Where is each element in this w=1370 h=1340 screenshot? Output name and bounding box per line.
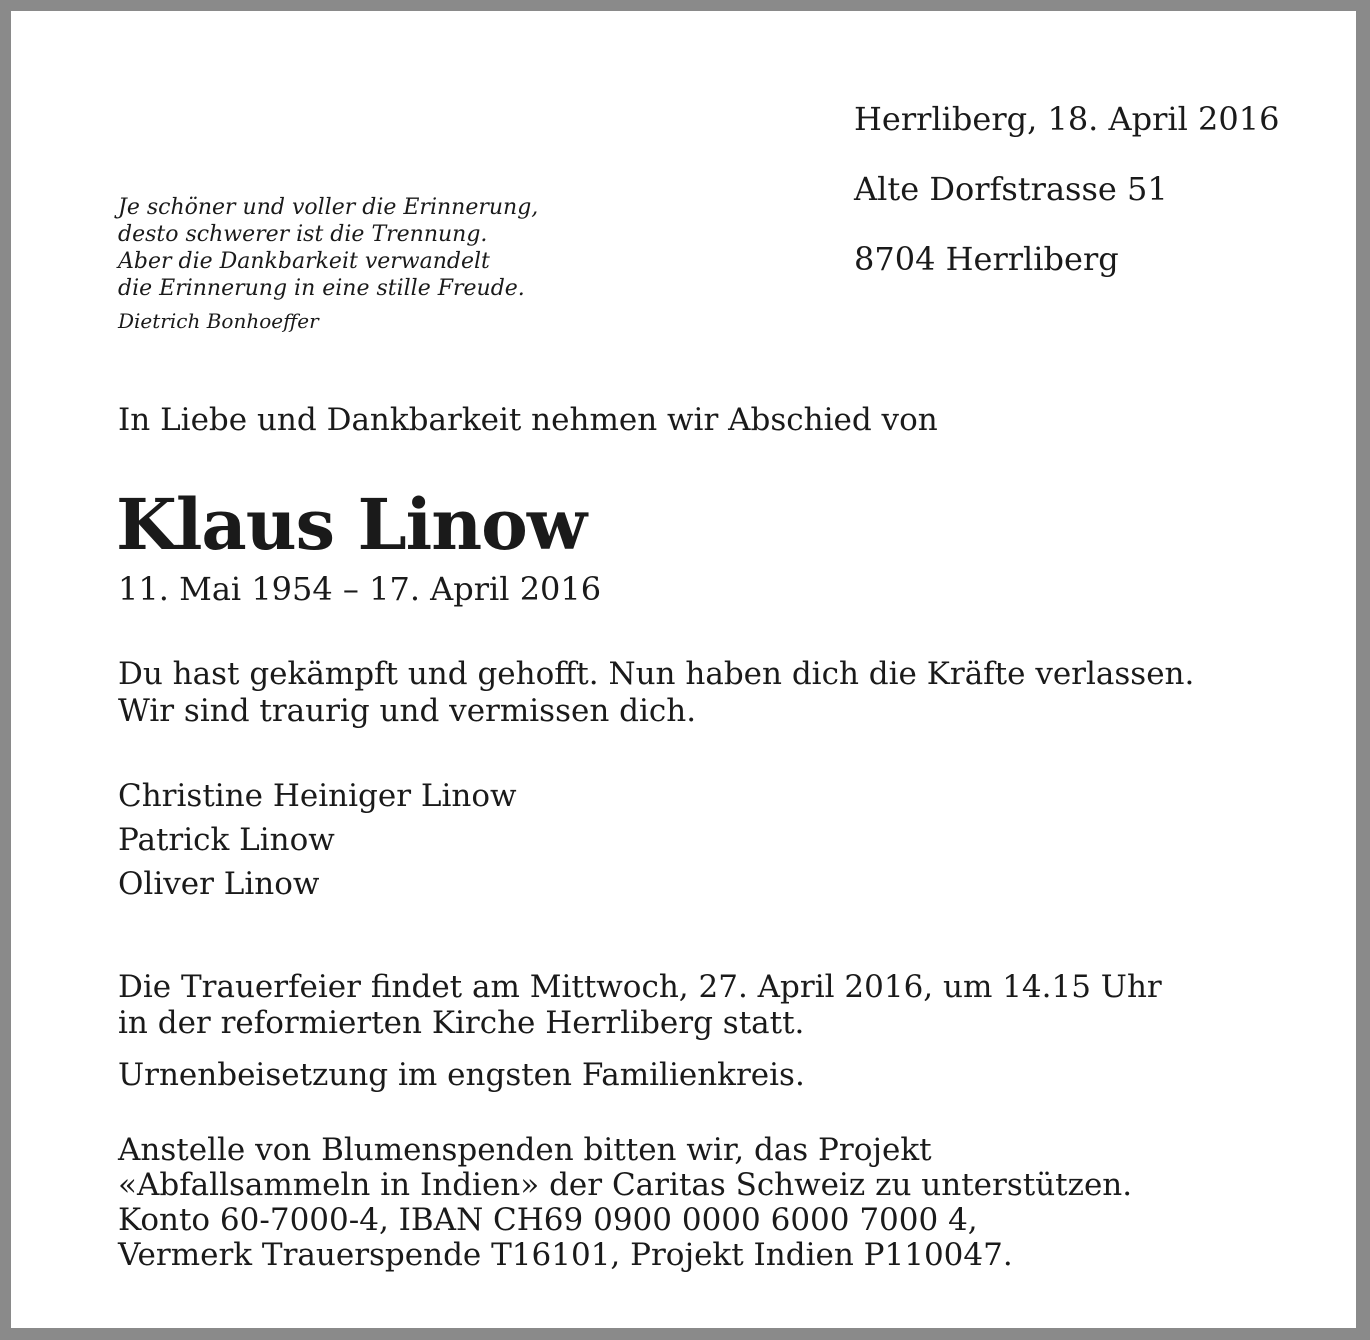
quote-author: Dietrich Bonhoeffer [118, 309, 319, 333]
family-list [118, 776, 517, 908]
life-dates: 11. Mai 1954 – 17. April 2016 [118, 570, 602, 608]
donation-info: Anstelle von Blumenspenden bitten wir, das Projekt «Abfallsammeln in Indien» der Caritas Schweiz zu unterstützen. Konto 60-7000-4, IBAN CH69 0900 0000 6000 7000 4, Vermerk Trauerspende T16101, Projekt Indien P110047. [118, 1132, 1133, 1273]
postal-city: 8704 Herrliberg [854, 240, 1119, 278]
family-member: Patrick Linow [118, 822, 335, 858]
family-member: Oliver Linow [118, 866, 320, 902]
sender-address [854, 67, 1279, 312]
quote-text: Je schöner und voller die Erinnerung, desto schwerer ist die Trennung. Aber die Dankbarkeit verwandelt die Erinnerung in eine stille Freude. [118, 195, 539, 301]
obituary-page [11, 11, 1356, 1328]
deceased-name: Klaus Linow [116, 483, 587, 566]
place-date: Herrliberg, 18. April 2016 [854, 100, 1280, 138]
family-member: Christine Heiniger Linow [118, 778, 517, 814]
street-address: Alte Dorfstrasse 51 [854, 170, 1168, 208]
intro-line: In Liebe und Dankbarkeit nehmen wir Abschied von [118, 402, 938, 438]
farewell-message: Du hast gekämpft und gehofft. Nun haben dich die Kräfte verlassen. Wir sind traurig und vermissen dich. [118, 656, 1195, 729]
burial-info: Urnenbeisetzung im engsten Familienkreis. [118, 1057, 805, 1093]
service-info: Die Trauerfeier findet am Mittwoch, 27. April 2016, um 14.15 Uhr in der reformierten Kirche Herrliberg statt. [118, 969, 1162, 1041]
